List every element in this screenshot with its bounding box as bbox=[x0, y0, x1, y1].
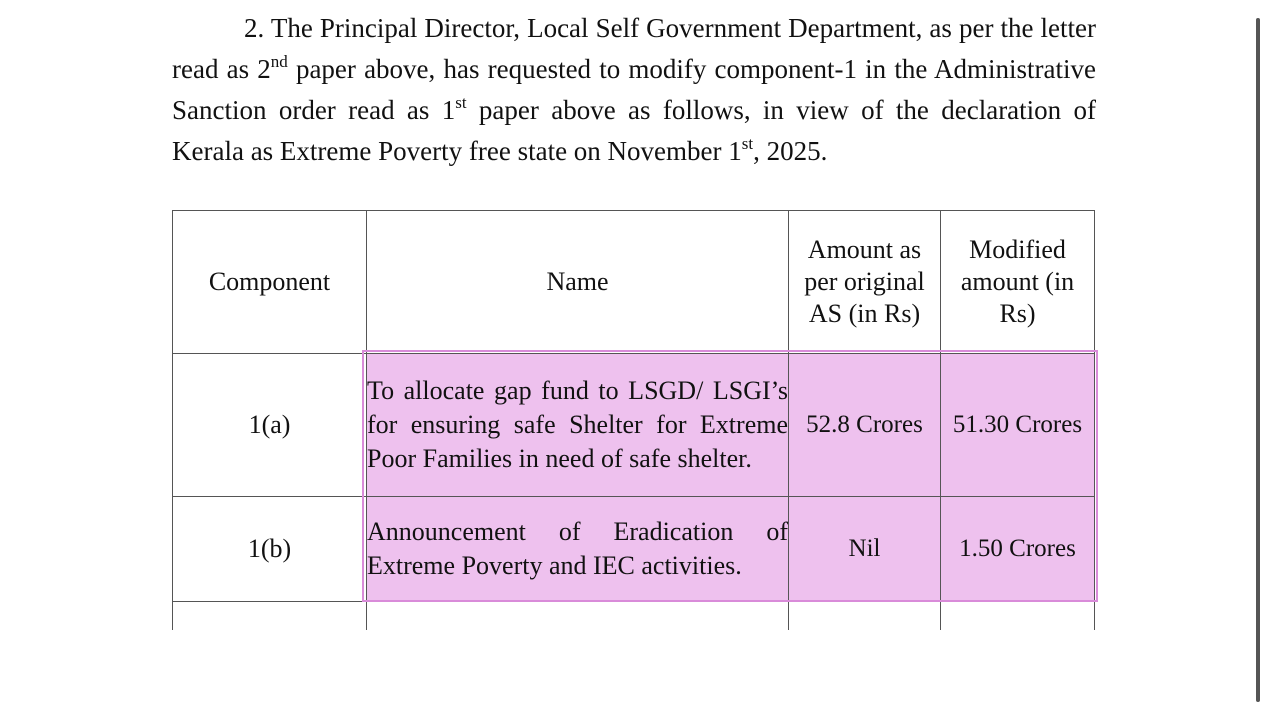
paragraph-2 bbox=[172, 8, 1096, 172]
cell-original-amount: 52.8 Crores bbox=[789, 354, 941, 497]
paragraph-text-part: paper above as follows, in view of the declaration of Kerala as Extreme Poverty free state on November 1 bbox=[172, 95, 1096, 166]
cell-component: 1(b) bbox=[173, 497, 367, 602]
table-row bbox=[173, 497, 1095, 602]
component-table bbox=[172, 210, 1095, 630]
paragraph-text-part: The Principal Director, Local Self Government Department, as per the letter read as 2 bbox=[172, 13, 1096, 84]
superscript-nd: nd bbox=[270, 52, 288, 71]
cell-empty bbox=[941, 602, 1095, 631]
table-row-continuation bbox=[173, 602, 1095, 631]
cell-empty bbox=[173, 602, 367, 631]
vertical-scrollbar[interactable] bbox=[1256, 18, 1260, 702]
cell-original-amount: Nil bbox=[789, 497, 941, 602]
cell-empty bbox=[367, 602, 789, 631]
header-name: Name bbox=[367, 211, 789, 354]
superscript-date-st: st bbox=[741, 134, 754, 153]
paragraph-text-end: , 2025. bbox=[753, 136, 828, 166]
table-header-row bbox=[173, 211, 1095, 354]
cell-name: Announcement of Eradication of Extreme Poverty and IEC activities. bbox=[367, 497, 789, 602]
header-modified-amount: Modified amount (in Rs) bbox=[941, 211, 1095, 354]
paragraph-text bbox=[172, 8, 1096, 172]
paragraph-number: 2. bbox=[244, 13, 265, 43]
cell-empty bbox=[789, 602, 941, 631]
header-component: Component bbox=[173, 211, 367, 354]
cell-name: To allocate gap fund to LSGD/ LSGI’s for ensuring safe Shelter for Extreme Poor Families in need of safe shelter. bbox=[367, 354, 789, 497]
cell-modified-amount: 1.50 Crores bbox=[941, 497, 1095, 602]
paragraph-text-part: paper above, has requested to modify component-1 in the Administrative Sanction order read as 1 bbox=[172, 54, 1096, 125]
header-original-amount: Amount as per original AS (in Rs) bbox=[789, 211, 941, 354]
superscript-st: st bbox=[455, 93, 467, 112]
table-row bbox=[173, 354, 1095, 497]
cell-component: 1(a) bbox=[173, 354, 367, 497]
cell-modified-amount: 51.30 Crores bbox=[941, 354, 1095, 497]
